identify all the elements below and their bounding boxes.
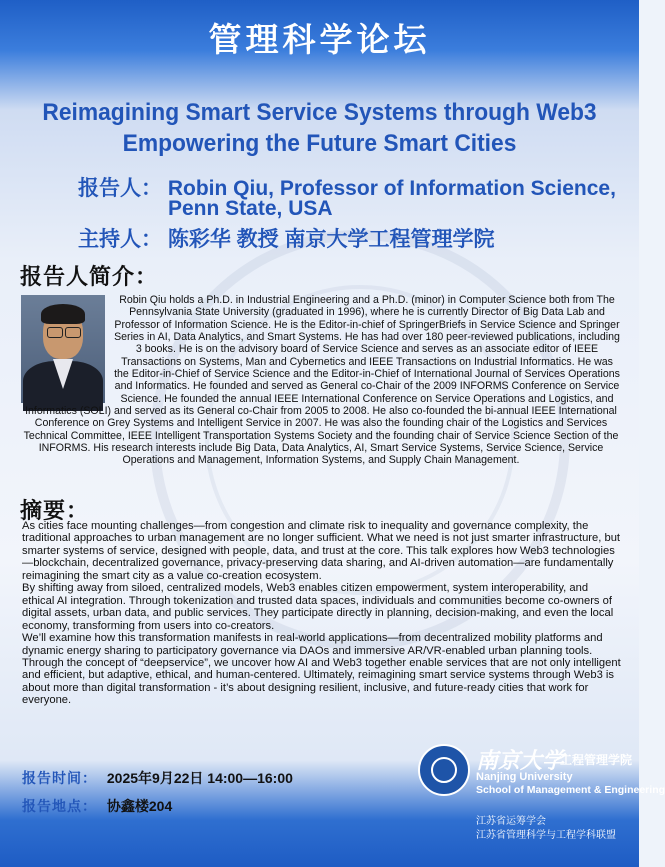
event-place: [22, 796, 172, 816]
abstract-paragraph-2: By shifting away from siloed, centralized models, Web3 enables citizen empowerment, system interoperability, and ethical AI integration. Through tokenization and trusted data spaces, individuals and communities become co-owners of digital assets, urban data, and public services. They participate directly in planning, decision-making, and even the local economy, transforming from users into co-creators.: [22, 582, 614, 632]
university-name-en: Nanjing University: [476, 771, 573, 783]
abstract-text-block: [22, 520, 622, 707]
speaker-label: 报告人：: [78, 177, 162, 200]
university-name-cn: 南京大学: [476, 748, 565, 774]
bio-heading: 报告人简介：: [20, 265, 159, 290]
talk-title: [32, 97, 608, 159]
host-line: [78, 223, 495, 253]
host-label: 主持人：: [78, 228, 162, 251]
event-place-value: 协鑫楼204: [106, 798, 173, 814]
speaker-line: [78, 172, 616, 202]
host-value: 陈彩华 教授 南京大学工程管理学院: [167, 228, 495, 251]
bio-text: Robin Qiu holds a Ph.D. in Industrial Engineering and a Ph.D. (minor) in Computer Science both from The Pennsylvania State University (graduated in 1996), where he is currently Director of Big Data Lab and Professor of Information Science. He is the Editor-in-chief of SpringerBriefs in Service Science and Springer Series in AI, Data Analytics, and Smart Systems. He has had over 180 peer-reviewed publications, including 3 books. He is on the advisory board of Service Science and serves as an associate editor of IEEE Transactions on Systems, Man and Cybernetics and IEEE Transactions on Industrial Informatics. He was the Editor-in-Chief of Service Science and the Editor-in-Chief of International Journal of Services Operations and Informatics. He founded and served as General co-Chair of the 2009 INFORMS Conference on Service Science. He founded the annual IEEE International Conference on Service Operations and Logistics, and Informatics (SOLI) and served as its General co-Chair from 2005 to 2008. He also co-founded the bi-annual IEEE International Conference on Grey Systems and Intelligent Service in 2007. He was also the founding chair of the Logistics and Services Technical Committee, IEEE Intelligent Transportation Systems Society and the founding chair of Service Science Section of the INFORMS. His research interests include Big Data, Data Analytics, AI, Smart Service Systems, Service Science, Service Operations and Management, Information Systems, and Supply Chain Management.: [23, 294, 620, 467]
association-2: 江苏省管理科学与工程学科联盟: [476, 830, 616, 841]
forum-title: 管理科学论坛: [208, 20, 431, 59]
school-name-cn: 工程管理学院: [560, 753, 633, 767]
abstract-heading: 摘要：: [20, 499, 90, 524]
bio-text-block: [22, 294, 620, 467]
event-time: [22, 768, 293, 788]
speaker-name: Robin Qiu, Professor of Information Science,: [167, 177, 616, 200]
university-logo-icon: [418, 744, 470, 796]
abstract-paragraph-1: As cities face mounting challenges—from congestion and climate risk to inequality and governance complexity, the traditional approaches to urban management are no longer sufficient. What we need is not just smarter infrastructure, but smarter systems of service, designed with people, data, and trust at the core. This talk explores how Web3 technologies—blockchain, decentralized governance, privacy-preserving data sharing, and AI-driven automation—are fundamentally reimagining the smart city as a value co-creation ecosystem.: [22, 520, 621, 582]
association-1: 江苏省运筹学会: [476, 816, 546, 827]
event-place-label: 报告地点：: [22, 798, 97, 814]
talk-title-line2: Empowering the Future Smart Cities: [122, 130, 517, 157]
school-name-en: School of Management & Engineering: [476, 784, 665, 796]
abstract-paragraph-3: We’ll examine how this transformation manifests in real-world applications—from decentralized mobility platforms and dynamic energy sharing to participatory governance via DAOs and immersive AR/VR-enabled urban planning tools. Through the concept of “deepservice”, we uncover how AI and Web3 together enable services that are not only intelligent and efficient, but adaptive, ethical, and human-centered. Ultimately, reimagining smart service systems through Web3 is about more than digital transformation - it’s about designing resilient, inclusive, and future-ready cities that work for everyone.: [22, 632, 621, 707]
talk-title-line1: Reimagining Smart Service Systems through Web3: [42, 99, 597, 126]
event-time-value: 2025年9月22日 14:00—16:00: [106, 770, 293, 786]
speaker-affiliation: Penn State, USA: [168, 197, 333, 220]
event-time-label: 报告时间：: [22, 770, 97, 786]
